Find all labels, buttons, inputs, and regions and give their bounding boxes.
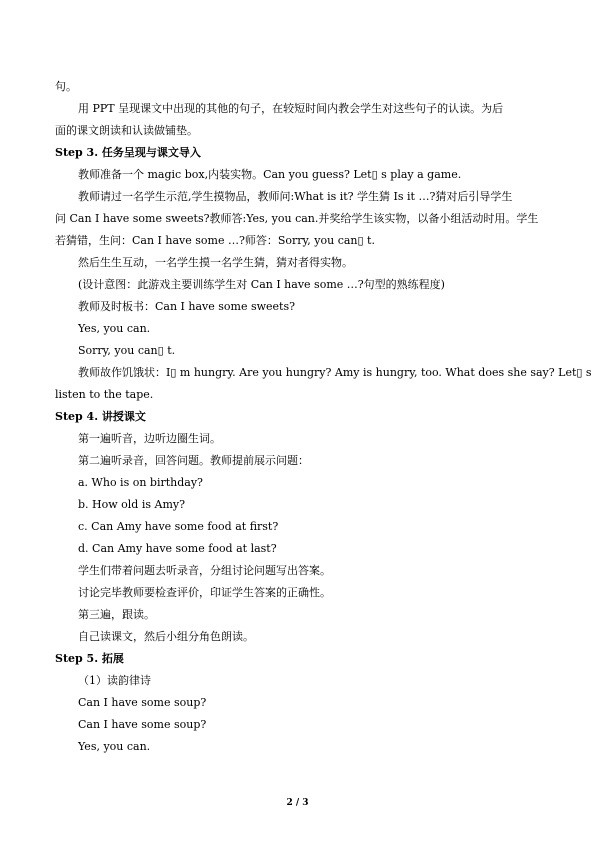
text-line: b. How old is Amy? [78,498,185,511]
text-line: 然后生生互动，一名学生摸一名学生猜，猜对者得实物。 [78,256,353,269]
text-line: 面的课文朗读和认读做铺垫。 [55,124,198,137]
text-line: （1）读韵律诗 [78,674,151,687]
text-line: Yes, you can. [78,322,151,335]
text-line: 第三遍，跟读。 [78,608,155,621]
text-line: c. Can Amy have some food at first? [78,520,279,533]
text-line: 问 Can I have some sweets?教师答:Yes, you can.并奖给学生该实物，以备小组活动时用。学生 [55,212,539,225]
text-line: 若猜错，生问：Can I have some …?师答：Sorry, you can▯ t. [55,234,375,247]
text-line: Can I have some soup? [78,718,207,731]
text-line: a. Who is on birthday? [78,476,203,489]
text-line: 自己读课文，然后小组分角色朗读。 [78,630,254,643]
section-heading: Step 5. 拓展 [55,652,124,665]
text-line: 第一遍听音，边听边圈生词。 [78,432,221,445]
text-line: 用 PPT 呈现课文中出现的其他的句子，在较短时间内教会学生对这些句子的认读。为后 [78,102,504,115]
text-line: listen to the tape. [55,388,154,401]
text-line: Yes, you can. [78,740,151,753]
page-number: 2 / 3 [286,798,309,808]
text-line: 教师及时板书：Can I have some sweets? [78,300,296,313]
section-heading: Step 3. 任务呈现与课文导入 [55,146,201,159]
text-line: 教师故作饥饿状：I▯ m hungry. Are you hungry? Amy is hungry, too. What does she say? Let▯ s [78,366,592,379]
text-line: d. Can Amy have some food at last? [78,542,277,555]
text-line: Sorry, you can▯ t. [78,344,176,357]
text-line: 讨论完毕教师要检查评价，印证学生答案的正确性。 [78,586,331,599]
text-line: (设计意图：此游戏主要训练学生对 Can I have some …?句型的熟练程度) [78,278,445,291]
text-line: 句。 [55,80,77,93]
text-line: 学生们带着问题去听录音，分组讨论问题写出答案。 [78,564,331,577]
section-heading: Step 4. 讲授课文 [55,410,146,423]
text-line: 第二遍听录音，回答问题。教师提前展示问题： [78,454,309,467]
text-line: Can I have some soup? [78,696,207,709]
text-line: 教师准备一个 magic box,内装实物。Can you guess? Let▯ s play a game. [78,168,462,181]
text-line: 教师请过一名学生示范,学生摸物品，教师问:What is it? 学生猜 Is it …?猜对后引导学生 [78,190,513,203]
